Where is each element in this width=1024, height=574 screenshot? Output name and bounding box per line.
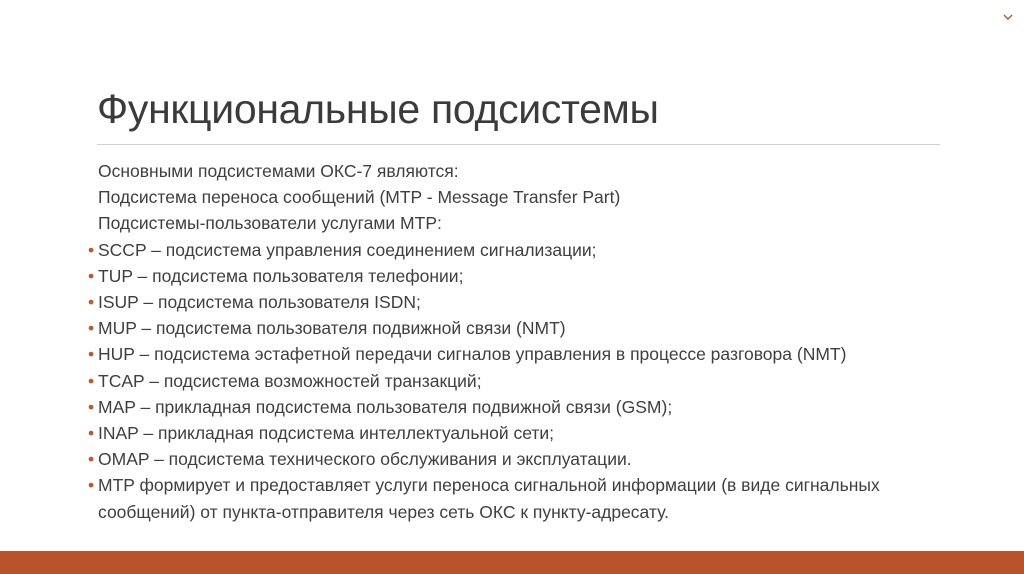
- bullet-icon: •: [88, 265, 95, 286]
- list-item: [84, 446, 954, 472]
- chevron-down-icon: [1003, 12, 1013, 22]
- list-item-text: ISUP – подсистема пользователя ISDN;: [98, 292, 421, 313]
- bullet-icon: •: [88, 370, 95, 391]
- list-item: [84, 289, 954, 315]
- slide-title: Функциональные подсистемы: [97, 86, 659, 132]
- list-item-text: TCAP – подсистема возможностей транзакций;: [98, 370, 482, 391]
- intro-line: Основными подсистемами ОКС-7 являются:: [98, 161, 459, 181]
- list-item-text: TUP – подсистема пользователя телефонии;: [98, 265, 464, 286]
- list-item: [84, 472, 954, 524]
- footer-accent-bar: [0, 551, 1024, 574]
- bullet-icon: •: [88, 239, 95, 260]
- list-item-text: MTP формирует и предоставляет услуги переноса сигнальной информации (в виде сигнальных сообщений) от пункта-отправителя через сеть ОКС к пункту-адресату.: [98, 475, 880, 522]
- list-item-text: HUP – подсистема эстафетной передачи сигналов управления в процессе разговора (NMT): [98, 344, 847, 365]
- list-item-text: SCCP – подсистема управления соединением сигнализации;: [98, 239, 597, 260]
- list-item: [84, 263, 954, 289]
- list-item-text: MAP – прикладная подсистема пользователя подвижной связи (GSM);: [98, 396, 673, 417]
- bullet-icon: •: [88, 292, 95, 313]
- list-item: [84, 394, 954, 420]
- intro-line: Подсистемы-пользователи услугами MTP:: [98, 213, 442, 234]
- list-item: [84, 237, 954, 263]
- bullet-icon: •: [88, 475, 95, 496]
- list-item: [84, 315, 954, 341]
- bullet-icon: •: [88, 449, 95, 470]
- list-item-text: INAP – прикладная подсистема интеллектуальной сети;: [98, 423, 555, 444]
- slide-body: [84, 158, 954, 525]
- list-item-text: OMAP – подсистема технического обслуживания и эксплуатации.: [98, 449, 632, 470]
- list-item: [84, 341, 954, 367]
- bullet-icon: •: [88, 396, 95, 417]
- list-item: [84, 420, 954, 446]
- list-item-text: MUP – подсистема пользователя подвижной связи (NMT): [98, 318, 566, 339]
- list-item: [84, 368, 954, 394]
- bullet-icon: •: [88, 423, 95, 444]
- bullet-icon: •: [88, 318, 95, 339]
- intro-line: Подсистема переноса сообщений (MTP - Message Transfer Part): [98, 187, 621, 208]
- bullet-icon: •: [88, 344, 95, 365]
- title-divider: [97, 144, 940, 145]
